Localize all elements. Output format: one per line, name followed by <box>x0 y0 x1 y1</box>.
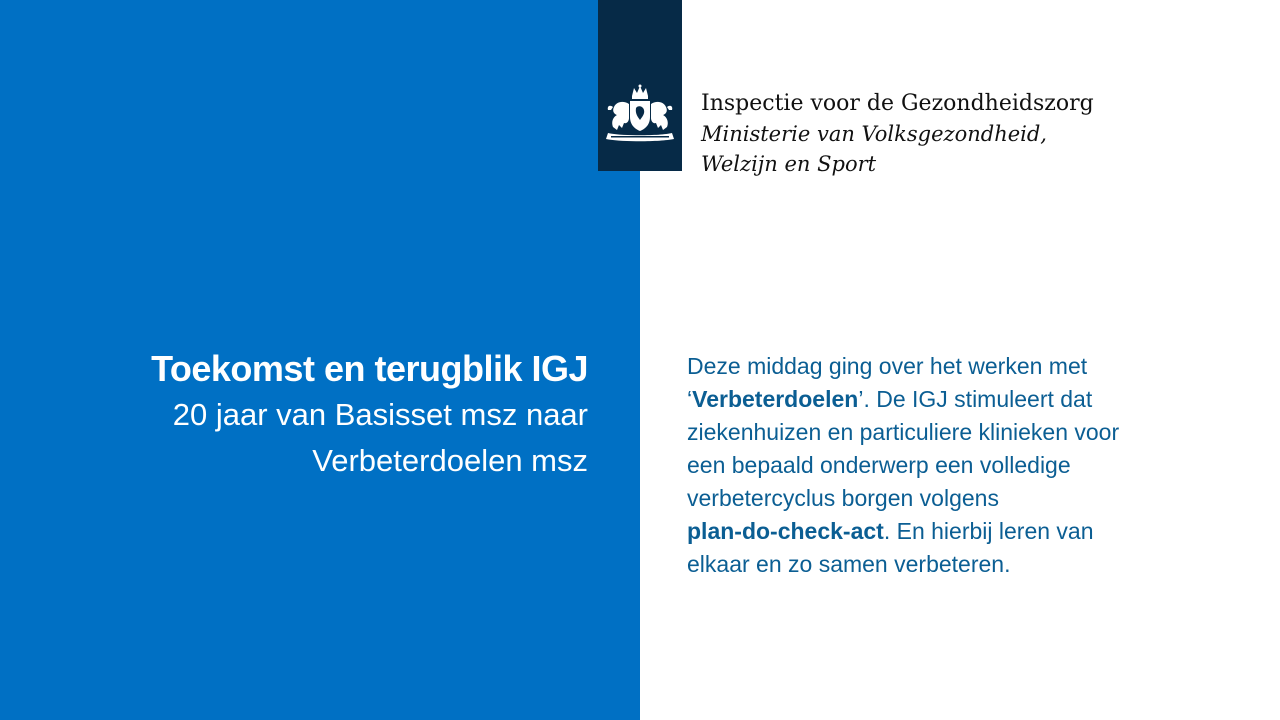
body-line-3: ziekenhuizen en particuliere klinieken voor <box>687 419 1120 445</box>
term-verbeterdoelen: Verbeterdoelen <box>692 386 859 412</box>
quote-close: ’ <box>858 386 864 412</box>
organization-name: Inspectie voor de Gezondheidszorg <box>701 91 1094 116</box>
body-line-6 <box>687 518 1094 544</box>
coat-of-arms-icon <box>602 84 678 146</box>
body-line-2-rest: . De IGJ stimuleert dat <box>863 386 1093 412</box>
subtitle-line-1: 20 jaar van Basisset msz naar <box>172 397 588 432</box>
ministry-name <box>701 119 1094 179</box>
term-pdca: plan-do-check-act <box>687 518 884 544</box>
slide-title: Toekomst en terugblik IGJ <box>151 348 588 389</box>
body-line-7: elkaar en zo samen verbeteren. <box>687 551 1011 577</box>
ministry-line-1: Ministerie van Volksgezondheid, <box>701 122 1047 146</box>
body-line-6-rest: . En hierbij leren van <box>883 518 1094 544</box>
logo-bar <box>598 0 682 171</box>
slide-subtitle <box>151 392 588 484</box>
quote-open: ‘ <box>687 386 693 412</box>
subtitle-line-2: Verbeterdoelen msz <box>312 443 588 478</box>
body-line-4: een bepaald onderwerp een volledige <box>687 452 1071 478</box>
body-line-2 <box>687 386 1092 412</box>
body-line-5: verbetercyclus borgen volgens <box>687 485 999 511</box>
body-line-1: Deze middag ging over het werken met <box>687 353 1088 379</box>
body-paragraph <box>687 350 1157 581</box>
organization-branding <box>701 89 1094 179</box>
title-block <box>151 346 588 484</box>
ministry-line-2: Welzijn en Sport <box>701 152 877 176</box>
